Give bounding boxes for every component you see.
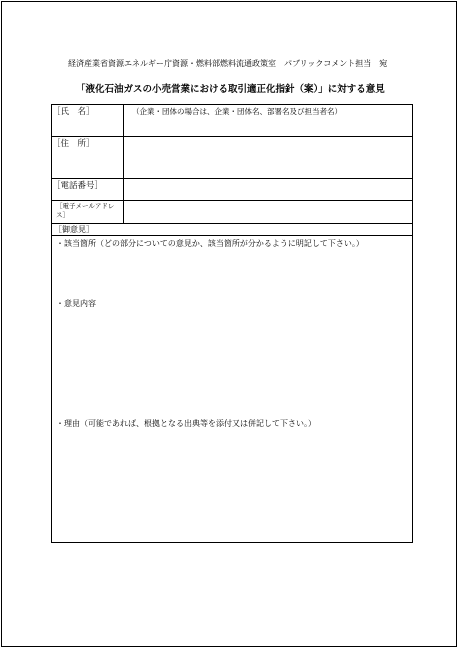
opinion-body-field[interactable]: [52, 236, 413, 543]
section-content: ・意見内容: [56, 299, 96, 308]
name-note: （企業・団体の場合は、企業・団体名、部署名及び担当者名）: [132, 107, 342, 116]
email-label: ［電子メールアドレス］: [52, 201, 124, 224]
address-label: ［住 所］: [52, 137, 124, 179]
address-field[interactable]: [124, 137, 413, 179]
section-location: ・該当箇所（どの部分についての意見か、該当箇所が分かるように明記して下さい。）: [56, 239, 364, 248]
email-row: [52, 201, 413, 224]
opinion-body-row: [52, 236, 413, 543]
name-row: [52, 105, 413, 137]
form-title: 「液化石油ガスの小売営業における取引適正化指針（案）」に対する意見: [76, 84, 385, 95]
phone-label: ［電話番号］: [52, 179, 124, 201]
name-label: ［氏 名］: [52, 105, 124, 137]
phone-field[interactable]: [124, 179, 413, 201]
opinion-header-cell: [52, 224, 413, 236]
name-field[interactable]: [124, 105, 413, 137]
opinion-form-table: [51, 104, 413, 543]
addressee-line: 経済産業省資源エネルギー庁資源・燃料部燃料流通政策室 パブリックコメント担当 宛: [68, 59, 388, 68]
section-reason: ・理由（可能であれば、根拠となる出典等を添付又は併記して下さい。）: [56, 419, 316, 428]
opinion-label: ［御意見］: [54, 225, 94, 234]
phone-row: [52, 179, 413, 201]
address-row: [52, 137, 413, 179]
email-field[interactable]: [124, 201, 413, 224]
form-page: [1, 1, 457, 647]
opinion-header-row: [52, 224, 413, 236]
